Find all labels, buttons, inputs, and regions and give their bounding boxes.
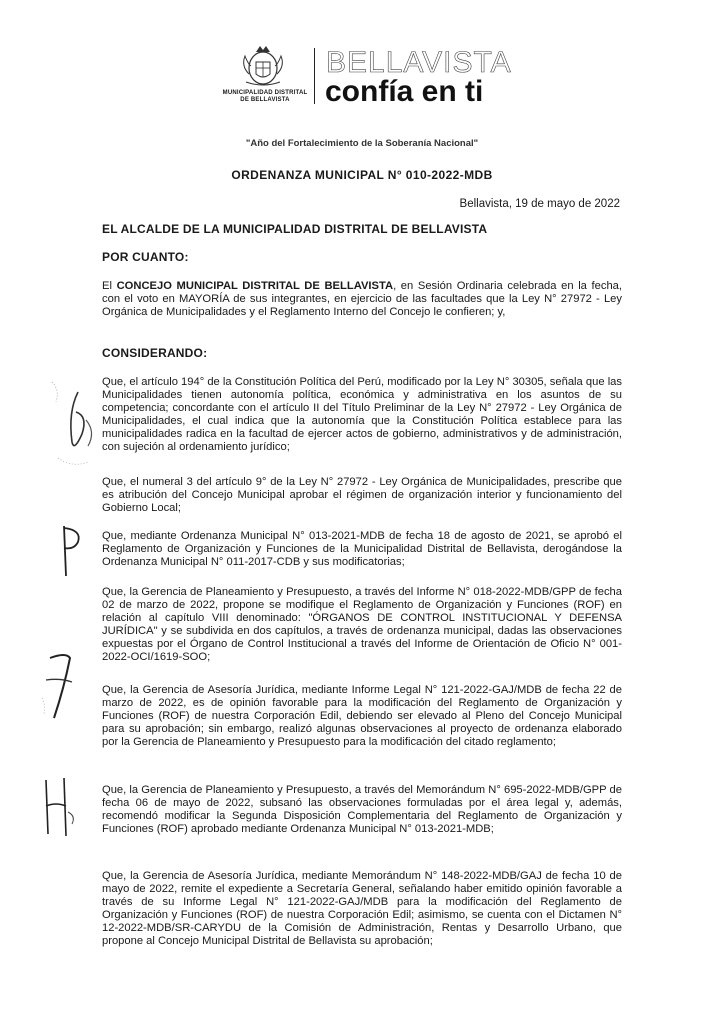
margin-signature-1-icon xyxy=(38,372,108,482)
margin-initial-4-icon xyxy=(34,772,84,842)
brand-slogan: confía en ti xyxy=(325,75,484,108)
intro-council-name: CONCEJO MUNICIPAL DISTRITAL DE BELLAVISTA xyxy=(116,280,394,292)
considerando-paragraph-7: Que, la Gerencia de Asesoría Jurídica, mediante Memorándum N° 148-2022-MDB/GAJ de fecha 10 de mayo de 2022, remite el expediente a Secretaría General, señalando haber emitido opinión favorable a través de su Informe Legal N° 121-2022-GAJ/MDB para la modificación del Reglamento de Organización y Funciones (ROF) de nuestra Corporación Edil; asimismo, se cuenta con el Dictamen N° 12-2022-MDB/SR-CARYDU de la Comisión de Administración, Rentas y Desarrollo Urbano, que propone al Concejo Municipal Distrital de Bellavista su aprobación; xyxy=(102,870,622,947)
intro-paragraph xyxy=(102,280,622,319)
ordinance-title: ORDENANZA MUNICIPAL N° 010-2022-MDB xyxy=(231,168,493,182)
municipality-label: MUNICIPALIDAD DISTRITAL DE BELLAVISTA xyxy=(222,90,308,103)
considerando-paragraph-5: Que, la Gerencia de Asesoría Jurídica, mediante Informe Legal N° 121-2022-GAJ/MDB de fecha 22 de marzo de 2022, es de opinión favorable para la modificación del Reglamento de Organización y Funciones (ROF) de nuestra Corporación Edil, debiendo ser elevado al Pleno del Concejo Municipal para su aprobación; sin embargo, realizó algunas observaciones al proyecto de ordenanza elaborado por la Gerencia de Planeamiento y Presupuesto para la modificación del citado reglamento; xyxy=(102,684,622,748)
margin-initial-2-icon xyxy=(48,520,88,580)
year-motto: "Año del Fortalecimiento de la Soberanía Nacional" xyxy=(245,138,479,149)
letterhead-divider xyxy=(314,48,315,104)
considerando-paragraph-4: Que, la Gerencia de Planeamiento y Presupuesto, a través del Informe N° 018-2022-MDB/GPP de fecha 02 de marzo de 2022, propone se modifique el Reglamento de Organización y Funciones (ROF) en relación al capítulo VIII denominado: "ÓRGANOS DE CONTROL INSTITUCIONAL Y DEFENSA JURÍDICA" y se subdivida en dos capítulos, a través de ordenanza municipal, dadas las observaciones expuestas por el Órgano de Control Institucional a través del Informe de Orientación de Oficio N° 001-2022-OCI/1619-SOO; xyxy=(102,586,622,663)
intro-text: , en Sesión Ordinaria celebrada en la fecha, con el voto en MAYORÍA de sus integrantes, en ejercicio de las facultades que la Ley N° 27972 - Ley Orgánica de Municipalidades y el Reglamento Interno del Concejo le confieren; y, xyxy=(102,280,623,318)
considerando-paragraph-3: Que, mediante Ordenanza Municipal N° 013-2021-MDB de fecha 18 de agosto de 2021, se aprobó el Reglamento de Organización y Funciones de la Municipalidad Distrital de Bellavista, derogándose la Ordenanza Municipal N° 011-2017-CDB y sus modificatorias; xyxy=(102,530,622,568)
considerando-paragraph-1: Que, el artículo 194° de la Constitución Política del Perú, modificado por la Ley N° 30305, señala que las Municipalidades tienen autonomía política, económica y administrativa en los asuntos de su competencia; concordante con el artículo II del Título Preliminar de la Ley N° 27972 - Ley Orgánica de Municipalidades, el cual indica que la autonomía que la Constitución Política establece para las municipalidades radica en la facultad de ejercer actos de gobierno, administrativos y de administración, con sujeción al ordenamiento jurídico; xyxy=(102,376,622,453)
brand-name: BELLAVISTA xyxy=(326,46,512,79)
mayor-heading: EL ALCALDE DE LA MUNICIPALIDAD DISTRITAL DE BELLAVISTA xyxy=(102,222,488,236)
intro-prefix: El xyxy=(102,280,112,292)
considerando-paragraph-2: Que, el numeral 3 del artículo 9° de la Ley N° 27972 - Ley Orgánica de Municipalidades, prescribe que es atribución del Concejo Municipal aprobar el régimen de organización interior y funcionamiento del Gobierno Local; xyxy=(102,476,622,514)
considerando-heading: CONSIDERANDO: xyxy=(102,346,208,360)
document-date: Bellavista, 19 de mayo de 2022 xyxy=(459,198,620,210)
margin-initial-3-icon xyxy=(36,648,86,728)
por-cuanto-heading: POR CUANTO: xyxy=(102,250,189,264)
municipal-seal-icon xyxy=(236,44,290,88)
considerando-paragraph-6: Que, la Gerencia de Planeamiento y Presupuesto, a través del Memorándum N° 695-2022-MDB/GPP de fecha 06 de mayo de 2022, subsanó las observaciones formuladas por el área legal y, además, recomendó modificar la Segunda Disposición Complementaria del Reglamento de Organización y Funciones (ROF) aprobado mediante Ordenanza Municipal N° 013-2021-MDB; xyxy=(102,784,622,835)
letterhead xyxy=(222,44,512,106)
